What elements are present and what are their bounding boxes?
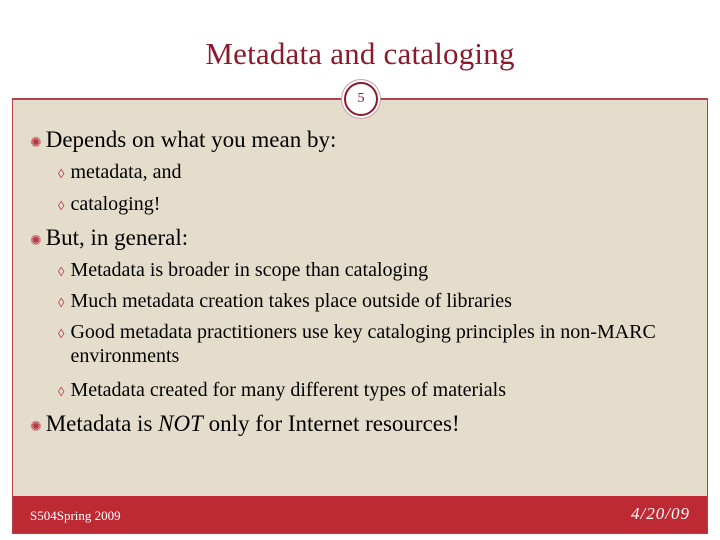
sub-bullet-text: Metadata is broader in scope than cataloging [70, 259, 429, 281]
sub-bullet-text: cataloging! [70, 193, 161, 215]
diamond-bullet-icon: ◊ [58, 384, 65, 399]
diamond-bullet-icon: ◊ [58, 264, 65, 279]
page-number-badge: 5 [344, 82, 378, 116]
slide-title: Metadata and cataloging [205, 36, 515, 71]
sub-bullet-item [58, 192, 160, 216]
diamond-bullet-icon: ◊ [58, 166, 65, 181]
bullet-text: Depends on what you mean by: [45, 127, 337, 152]
bullet-text [46, 411, 460, 437]
sub-bullet-item [58, 160, 182, 184]
sun-bullet-icon: ✺ [30, 136, 42, 151]
sub-bullet-text: Metadata created for many different types of materials [70, 379, 506, 401]
sub-bullet-text: Much metadata creation takes place outside of libraries [70, 290, 512, 312]
diamond-bullet-icon: ◊ [58, 326, 65, 341]
bullet-text-end: only for Internet resources! [202, 411, 460, 436]
sub-bullet-item [58, 289, 512, 313]
diamond-bullet-icon: ◊ [58, 295, 65, 310]
bullet-item [30, 127, 336, 153]
sun-bullet-icon: ✺ [30, 234, 42, 249]
sub-bullet-item [58, 378, 506, 402]
bullet-item [30, 225, 188, 251]
sub-bullet-item [58, 320, 670, 368]
bullet-item [30, 411, 460, 437]
sub-bullet-item [58, 258, 428, 282]
footer-course-label: S504Spring 2009 [30, 508, 121, 523]
diamond-bullet-icon: ◊ [58, 198, 65, 213]
footer-date: 4/20/09 [631, 504, 690, 523]
bullet-text: But, in general: [45, 225, 189, 250]
bullet-text-start: Metadata is [45, 411, 159, 436]
emphasis-text: NOT [158, 411, 203, 436]
sub-bullet-text: metadata, and [70, 161, 182, 183]
sub-bullet-text: Good metadata practitioners use key cataloging principles in non-MARC environments [70, 321, 656, 367]
sun-bullet-icon: ✺ [30, 420, 42, 435]
